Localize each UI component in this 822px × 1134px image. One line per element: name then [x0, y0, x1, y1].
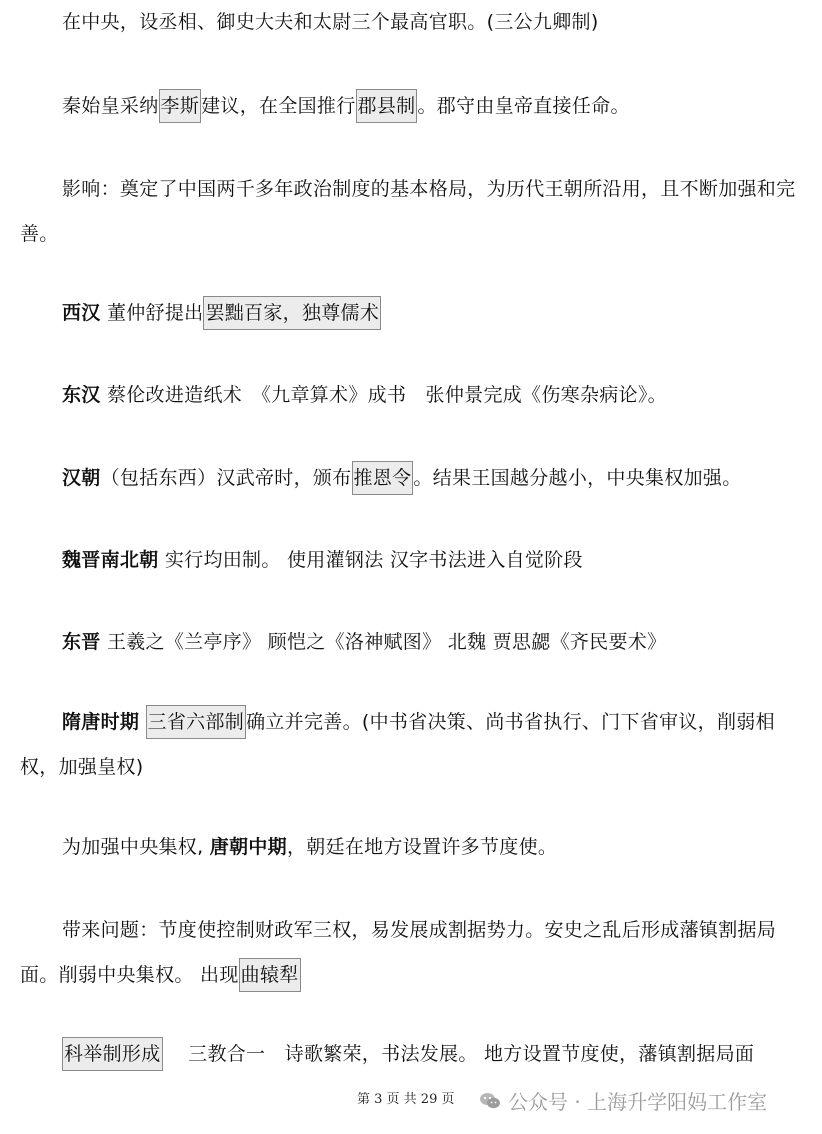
paragraph-text: 建议，在全国推行 [201, 95, 356, 117]
highlighted-term: 郡县制 [356, 89, 418, 123]
paragraph-text: 蔡伦改进造纸术 《九章算术》成书 张仲景完成《伤寒杂病论》。 [100, 384, 667, 406]
page-number: 第 3 页 共 29 页 [357, 1092, 455, 1107]
paragraph-text: 为加强中央集权, [62, 836, 210, 858]
period-label: 魏晋南北朝 [62, 549, 159, 571]
highlighted-term: 科举制形成 [62, 1037, 163, 1071]
highlighted-term: 曲辕犁 [239, 958, 301, 992]
paragraph-text: 。结果王国越分越小，中央集权加强。 [413, 467, 742, 489]
wechat-icon [478, 1089, 502, 1113]
paragraph-problems [20, 908, 810, 998]
paragraph-text: （包括东西）汉武帝时，颁布 [100, 467, 352, 489]
paragraph-sui-tang [20, 700, 810, 790]
paragraph-eastern-han [20, 373, 810, 418]
highlighted-term: 李斯 [159, 89, 202, 123]
paragraph-text: 秦始皇采纳 [62, 95, 159, 117]
watermark-text: 公众号 · 上海升学阳妈工作室 [508, 1090, 768, 1114]
paragraph-imperial-exam [20, 1032, 810, 1077]
watermark [474, 1084, 773, 1117]
paragraph-county-system [20, 84, 810, 129]
highlighted-term: 推恩令 [352, 461, 414, 495]
paragraph-influence [20, 167, 810, 257]
paragraph-text: 确立并完善。(中书省决策、尚书省执行、门下省审议，削弱相权，加强皇权) [20, 711, 775, 778]
highlighted-term: 三省六部制 [146, 705, 247, 739]
period-label: 西汉 [62, 302, 101, 324]
paragraph-text: 王羲之《兰亭序》 顾恺之《洛神赋图》 北魏 贾思勰《齐民要术》 [100, 631, 667, 653]
period-label: 东汉 [62, 384, 101, 406]
paragraph-text: 在中央，设丞相、御史大夫和太尉三个最高官职。(三公九卿制) [62, 11, 599, 33]
paragraph-text: 带来问题：节度使控制财政军三权，易发展成割据势力。安史之乱后形成藩镇割据局面。削弱中央集权。 出现 [20, 919, 777, 986]
paragraph-text: 。郡守由皇帝直接任命。 [417, 95, 630, 117]
paragraph-text: 三教合一 诗歌繁荣，书法发展。 地方设置节度使，藩镇割据局面 [162, 1043, 755, 1065]
paragraph-central-officials [20, 0, 810, 45]
paragraph-mid-tang [20, 825, 810, 870]
highlighted-term: 罢黜百家，独尊儒术 [203, 296, 381, 330]
period-label: 汉朝 [62, 467, 101, 489]
period-label: 东晋 [62, 631, 101, 653]
paragraph-text: 董仲舒提出 [100, 302, 204, 324]
paragraph-han-dynasty [20, 456, 810, 501]
paragraph-wei-jin [20, 538, 810, 583]
paragraph-western-han [20, 291, 810, 336]
paragraph-text: ，朝廷在地方设置许多节度使。 [286, 836, 558, 858]
paragraph-eastern-jin [20, 620, 810, 665]
period-label: 隋唐时期 [62, 711, 140, 733]
period-label: 唐朝中期 [209, 836, 287, 858]
paragraph-text: 影响：奠定了中国两千多年政治制度的基本格局，为历代王朝所沿用，且不断加强和完善。 [20, 178, 796, 245]
paragraph-text: 实行均田制。 使用灌钢法 汉字书法进入自觉阶段 [158, 549, 583, 571]
